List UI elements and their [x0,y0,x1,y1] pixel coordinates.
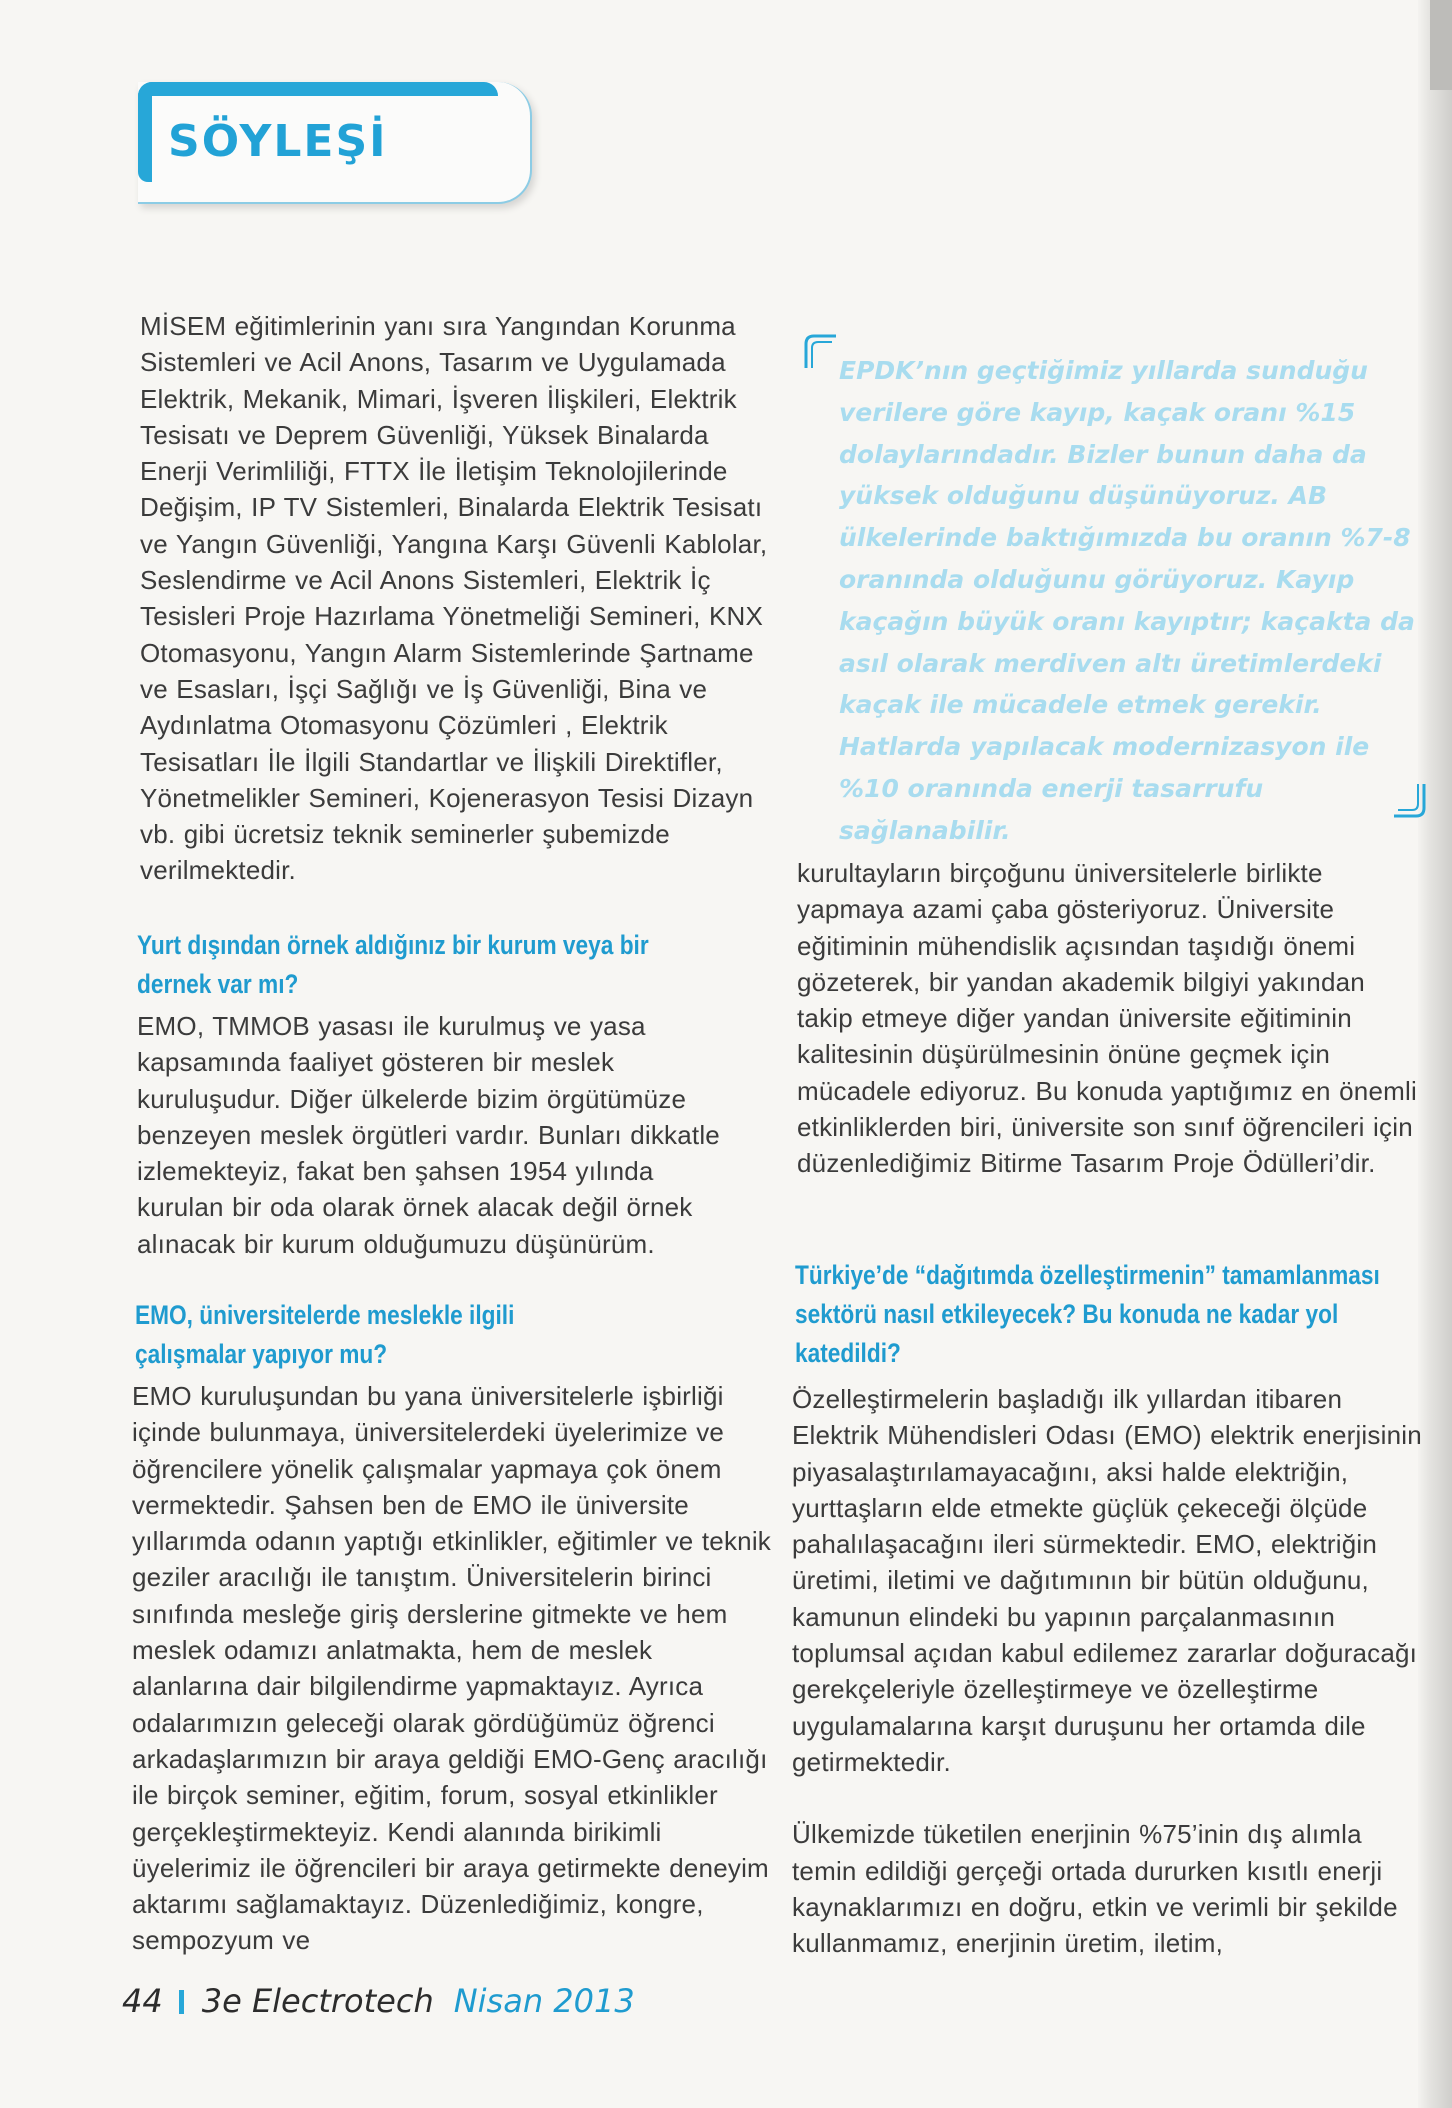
answer-2-continued [797,855,1417,1182]
page-edge-dark-corner [1430,0,1452,90]
answer-3-paragraph-1: Özelleştirmelerin başladığı ilk yıllardan itibaren Elektrik Mühendisleri Odası (EMO) elektrik enerjisinin piyasalaştırılamayacağını, aksi halde elektriğin, yurttaşların elde etmekte güçlük çekeceği ölçüde pahalılaşacağını ileri sürmektedir. EMO, elektriğin üretimi, iletimi ve dağıtımının bir bütün olduğunu, kamunun elindeki bu yapının parçalanmasının toplumsal açıdan kabul edilemez zararlar doğuracağı gerekçeleriyle özelleştirmeye ve özelleştirme uygulamalarına karşıt duruşunu her ortamda dile getirmektedir. [792,1384,1422,1777]
magazine-name: 3e Electrotech [201,1982,434,2020]
question-3: Türkiye’de “dağıtımda özelleştirmenin” tamamlanması sektörü nasıl etkileyecek? Bu konuda ne kadar yol katedildi? [795,1260,1380,1368]
page-footer [122,1982,635,2020]
question-2: EMO, üniversitelerde meslekle ilgili çalışmalar yapıyor mu? [135,1300,515,1369]
answer-2-text: EMO kuruluşundan bu yana üniversitelerle işbirliği içinde bulunmaya, üniversitelerdeki üyelerimize ve öğrencilere yönelik çalışmalar yapmaya çok önem vermektedir. Şahsen ben de EMO ile üniversite yıllarımda odanın yaptığı etkinlikler, eğitimler ve teknik geziler aracılığı ile tanıştım. Üniversitelerin birinci sınıfında mesleğe giriş derslerine gitmekte ve hem meslek odamızı anlatmakta, hem de meslek alanlarına dair bilgilendirme yapmaktayız. Ayrıca odalarımızın geleceği olarak gördüğümüz öğrenci arkadaşlarımızın bir araya geldiği EMO-Genç aracılığı ile birçok seminer, eğitim, forum, sosyal etkinlikler gerçekleştirmekteyiz. Kendi alanında birikimli üyelerimiz ile öğrencileri bir araya getirmekte deneyim aktarımı sağlamaktayız. Düzenlediğimiz, kongre, sempozyum ve [132,1381,771,1956]
intro-text: MİSEM eğitimlerinin yanı sıra Yangından Korunma Sistemleri ve Acil Anons, Tasarım ve Uygulamada Elektrik, Mekanik, Mimari, İşveren İlişkileri, Elektrik Tesisatı ve Deprem Güvenliği, Yüksek Binalarda Enerji Verimliliği, FTTX İle İletişim Teknolojilerinde Değişim, IP TV Sistemleri, Binalarda Elektrik Tesisatı ve Yangın Güvenliği, Yangına Karşı Güvenli Kablolar, Seslendirme ve Acil Anons Sistemleri, Elektrik İç Tesisleri Proje Hazırlama Yönetmeliği Semineri, KNX Otomasyonu, Yangın Alarm Sistemlerinde Şartname ve Esasları, İşçi Sağlığı ve İş Güvenliği, Bina ve Aydınlatma Otomasyonu Çözümleri , Elektrik Tesisatları İle İlgili Standartlar ve İlişkili Direktifler, Yönetmelikler Semineri, Kojenerasyon Tesisi Dizayn vb. gibi ücretsiz teknik seminerler şubemizde verilmektedir. [140,311,768,886]
left-intro-paragraph [140,308,770,889]
page-number: 44 [122,1982,163,2020]
answer-1-text: EMO, TMMOB yasası ile kurulmuş ve yasa kapsamında faaliyet gösteren bir meslek kuruluşudur. Diğer ülkelerde bizim örgütümüze benzeyen meslek örgütleri vardır. Bunları dikkatle izlemekteyiz, fakat ben şahsen 1954 yılında kurulan bir oda olarak örnek alacak değil örnek alınacak bir kurum olduğumuzu düşünürüm. [137,1011,720,1259]
answer-2 [132,1378,772,1959]
issue-date: Nisan 2013 [453,1982,635,2020]
section-tab-cap [138,82,498,96]
open-quote-bracket-icon [802,330,842,370]
pull-quote: EPDK’nın geçtiğimiz yıllarda sunduğu verilere göre kayıp, kaçak oranı %15 dolaylarındadır. Bizler bunun daha da yüksek olduğunu düşünüyoruz. AB ülkelerinde baktığımızda bu oranın %7-8 oranında olduğunu görüyoruz. Kayıp kaçağın büyük oranı kayıptır; kaçakta da asıl olarak merdiven altı üretimlerdeki kaçak ile mücadele etmek gerekir. Hatlarda yapılacak modernizasyon ile %10 oranında enerji tasarrufu sağlanabilir. [839,356,1415,845]
answer-2-continued-text: kurultayların birçoğunu üniversitelerle birlikte yapmaya azami çaba gösteriyoruz. Üniversite eğitiminin mühendislik açısından taşıdığı önemi gözeterek, bir yandan akademik bilgiyi yakından takip etmeye diğer yandan üniversite eğitiminin kalitesinin düşürülmesinin önüne geçmek için mücadele ediyoruz. Bu konuda yaptığımız en önemli etkinliklerden biri, üniversite son sınıf öğrencileri için düzenlediğimiz Bitirme Tasarım Proje Ödülleri’dir. [797,858,1417,1179]
answer-3-paragraph-2: Ülkemizde tüketilen enerjinin %75’inin dış alımla temin edildiği gerçeği ortada dururken kısıtlı enerji kaynaklarımızı en doğru, etkin ve verimli bir şekilde kullanmamız, enerjinin üretim, iletim, [792,1819,1398,1959]
question-1: Yurt dışından örnek aldığınız bir kurum veya bir dernek var mı? [137,930,649,999]
footer-separator [179,1990,184,2014]
section-title: SÖYLEŞİ [168,116,388,167]
answer-3 [792,1381,1432,1961]
answer-1 [137,1008,747,1262]
section-tab-bar [138,82,152,182]
close-quote-bracket-icon [1388,782,1428,822]
